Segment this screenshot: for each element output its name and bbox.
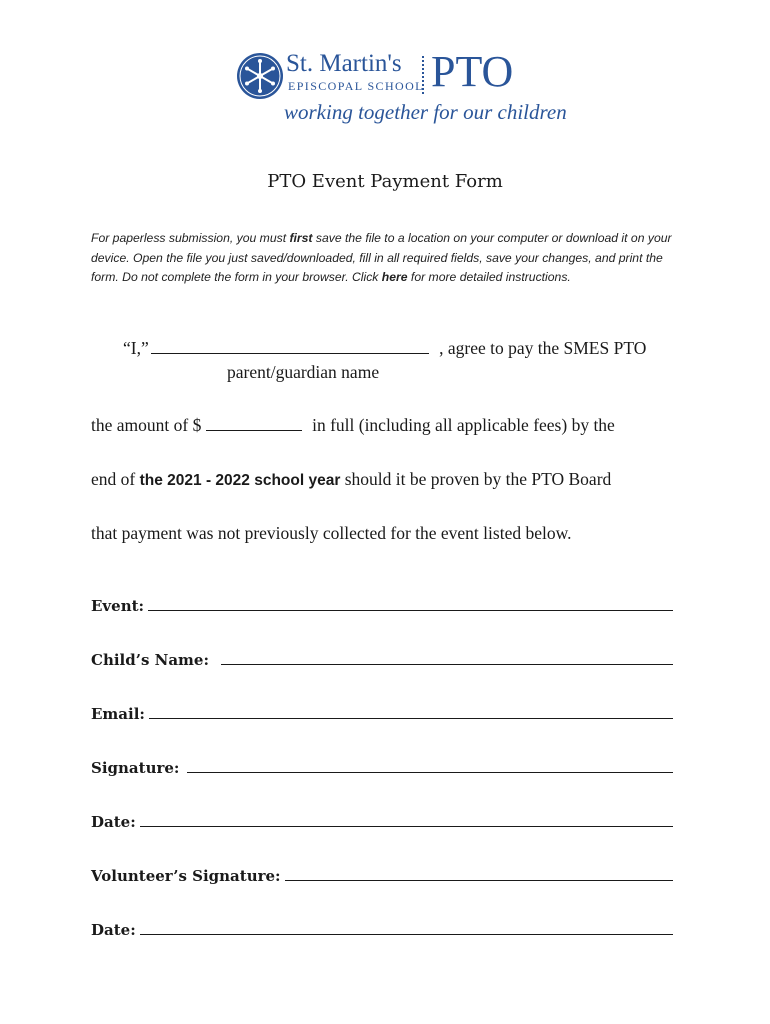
instructions-text-3: for more detailed instructions.: [407, 270, 571, 284]
signature-row: [91, 759, 673, 777]
pto-wordmark: PTO: [431, 47, 514, 96]
parent-name-field[interactable]: [151, 339, 429, 354]
agreement-line-1: [123, 338, 646, 359]
childs-name-field[interactable]: [221, 664, 673, 665]
date-label-2: Date:: [91, 921, 136, 939]
volunteer-signature-row: [91, 867, 673, 885]
volunteer-signature-label: Volunteer’s Signature:: [91, 867, 281, 885]
date-field-2[interactable]: [140, 934, 673, 935]
event-row: [91, 597, 673, 615]
instructions-text-2: save the file to a location on your computer or download it on your device. Open the file you just saved/downloaded, fill in all required fields, save your changes, and print the form. Do not complete the form in your browser. Click: [91, 231, 672, 284]
childs-name-row: [91, 651, 673, 669]
school-year: the 2021 - 2022 school year: [139, 472, 341, 489]
snowflake-seal-icon: [236, 52, 284, 100]
logo-divider: [422, 56, 424, 94]
i-quote: “I,”: [123, 338, 149, 358]
signature-field[interactable]: [187, 772, 673, 773]
end-suffix: should it be proven by the PTO Board: [344, 469, 612, 489]
event-label: Event:: [91, 597, 145, 615]
email-row: [91, 705, 673, 723]
instructions-link-here[interactable]: here: [381, 270, 408, 284]
school-name: St. Martin's: [286, 50, 402, 77]
date-label-1: Date:: [91, 813, 136, 831]
email-field[interactable]: [149, 718, 673, 719]
amount-prefix: the amount of $: [91, 415, 202, 435]
date-row-2: [91, 921, 673, 939]
page-title: PTO Event Payment Form: [267, 171, 503, 192]
volunteer-signature-field[interactable]: [285, 880, 673, 881]
amount-suffix: in full (including all applicable fees) by the: [312, 415, 615, 435]
amount-field[interactable]: [206, 416, 302, 431]
agree-text: , agree to pay the SMES PTO: [439, 338, 647, 358]
instructions-paragraph: [91, 229, 691, 288]
event-field[interactable]: [148, 610, 673, 611]
agreement-line-2: [91, 415, 615, 436]
agreement-line-4: that payment was not previously collected for the event listed below.: [91, 523, 572, 543]
signature-label: Signature:: [91, 759, 180, 777]
date-field-1[interactable]: [140, 826, 673, 827]
school-subtitle: EPISCOPAL SCHOOL: [288, 79, 424, 93]
email-label: Email:: [91, 705, 145, 723]
instructions-emphasis-first: first: [289, 231, 313, 245]
end-prefix: end of: [91, 469, 136, 489]
date-row-1: [91, 813, 673, 831]
childs-name-label: Child’s Name:: [91, 651, 210, 669]
school-logo: [236, 47, 567, 130]
logo-tagline: working together for our children: [284, 100, 567, 124]
parent-name-caption: parent/guardian name: [227, 362, 380, 382]
agreement-line-3: [91, 469, 611, 490]
instructions-text-1: For paperless submission, you must: [91, 231, 290, 245]
